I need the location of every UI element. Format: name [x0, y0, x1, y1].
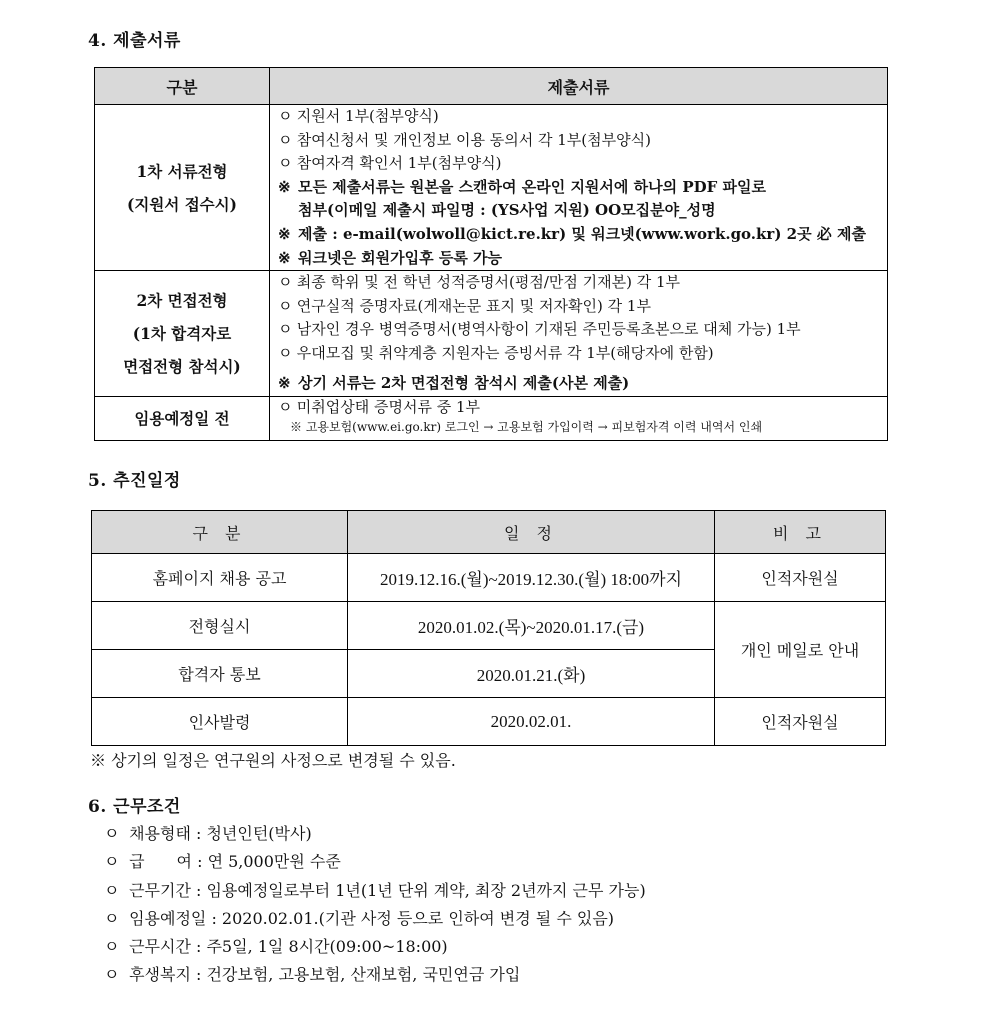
list-item [104, 877, 646, 905]
item-text: 최종 학위 및 전 학년 성적증명서(평점/만점 기재본) 각 1부 [296, 273, 681, 292]
schedule-date: 2020.01.02.(목)~2020.01.17.(금) [348, 602, 715, 650]
bullet-icon: ㅇ [278, 320, 293, 339]
table-row [95, 271, 888, 397]
list-item [278, 318, 883, 342]
table-row [95, 105, 888, 271]
subnote-text: ※ 고용보험(www.ei.go.kr) 로그인 → 고용보험 가입이력 → 피보험자격 이력 내역서 인쇄 [290, 420, 763, 435]
condition-text: 후생복지 : 건강보험, 고용보험, 산재보험, 국민연금 가입 [129, 965, 521, 985]
list-item [278, 295, 883, 319]
list-item [104, 961, 646, 989]
table-row [92, 554, 886, 602]
schedule-category: 인사발령 [92, 698, 348, 746]
category-cell [95, 105, 270, 271]
note-text: 상기 서류는 2차 면접전형 참석시 제출(사본 제출) [298, 373, 630, 392]
bullet-icon: ㅇ [104, 908, 120, 928]
header-schedule: 일 정 [348, 511, 715, 554]
list-item [278, 152, 883, 176]
bullet-icon: ㅇ [278, 130, 293, 149]
bullet-icon: ㅇ [278, 107, 293, 125]
table-row [92, 602, 886, 650]
item-text: 우대모집 및 취약계층 지원자는 증빙서류 각 1부(해당자에 한함) [296, 343, 714, 362]
header-remark: 비 고 [715, 511, 886, 554]
list-item [104, 905, 646, 933]
note-line [278, 176, 883, 200]
note-text: 제출 : e-mail(wolwoll@kict.re.kr) 및 워크넷(www.work.go.kr) 2곳 必 제출 [298, 224, 866, 243]
documents-cell [270, 397, 888, 441]
bullet-icon: ㅇ [278, 154, 293, 173]
note-mark-icon: ※ [278, 248, 291, 267]
list-item [104, 848, 646, 876]
list-item [278, 397, 883, 418]
schedule-remark: 인적자원실 [715, 698, 886, 746]
condition-text: 임용예정일 : 2020.02.01.(기관 사정 등으로 인하여 변경 될 수 있음) [129, 908, 615, 928]
work-conditions-list [104, 820, 646, 990]
bullet-icon: ㅇ [104, 852, 120, 872]
category-line: (지원서 접수시) [127, 194, 237, 214]
category-line: 면접전형 참석시) [123, 357, 241, 377]
schedule-footnote: ※ 상기의 일정은 연구원의 사정으로 변경될 수 있음. [90, 751, 456, 770]
item-text: 연구실적 증명자료(게재논문 표지 및 저자확인) 각 1부 [296, 296, 651, 315]
list-item [278, 129, 883, 153]
list-item [278, 271, 883, 295]
bullet-icon: ㅇ [278, 273, 293, 292]
schedule-remark: 개인 메일로 안내 [715, 602, 886, 698]
schedule-category: 홈페이지 채용 공고 [92, 554, 348, 602]
documents-cell [270, 271, 888, 397]
category-cell [95, 271, 270, 397]
note-line [278, 247, 883, 271]
header-category: 구 분 [92, 511, 348, 554]
list-item [104, 820, 646, 848]
item-text: 지원서 1부(첨부양식) [296, 107, 439, 125]
table-header-row [92, 511, 886, 554]
item-text: 남자인 경우 병역증명서(병역사항이 기재된 주민등록초본으로 대체 가능) 1부 [296, 320, 801, 339]
note-text: 워크넷은 회원가입후 등록 가능 [298, 248, 503, 267]
note-line [278, 372, 883, 396]
schedule-category: 전형실시 [92, 602, 348, 650]
note-text: 모든 제출서류는 원본을 스캔하여 온라인 지원서에 하나의 PDF 파일로 [298, 177, 766, 196]
header-documents: 제출서류 [270, 68, 888, 105]
condition-text: 근무기간 : 임용예정일로부터 1년(1년 단위 계약, 최장 2년까지 근무 가능) [129, 880, 646, 900]
note-text: 첨부(이메일 제출시 파일명 : (YS사업 지원) OO모집분야_성명 [298, 201, 716, 220]
schedule-table [91, 510, 886, 746]
condition-text: 근무시간 : 주5일, 1일 8시간(09:00~18:00) [129, 937, 448, 957]
category-line: (1차 합격자로 [132, 324, 232, 344]
table-header-row [95, 68, 888, 105]
table-row [95, 397, 888, 441]
submission-documents-table [94, 67, 888, 441]
list-item [278, 105, 883, 129]
schedule-date: 2020.02.01. [348, 698, 715, 746]
category-cell [95, 397, 270, 441]
item-text: 참여신청서 및 개인정보 이용 동의서 각 1부(첨부양식) [296, 130, 651, 149]
note-mark-icon: ※ [278, 224, 291, 243]
note-mark-icon: ※ [278, 373, 291, 392]
schedule-date: 2020.01.21.(화) [348, 650, 715, 698]
schedule-category: 합격자 통보 [92, 650, 348, 698]
note-line [278, 199, 883, 223]
condition-text: 채용형태 : 청년인턴(박사) [129, 824, 312, 843]
section5-heading: 5. 추진일정 [88, 471, 181, 491]
category-line: 임용예정일 전 [134, 409, 230, 429]
section6-heading: 6. 근무조건 [88, 797, 181, 817]
bullet-icon: ㅇ [278, 296, 293, 315]
bullet-icon: ㅇ [104, 880, 120, 900]
list-item [104, 933, 646, 961]
schedule-remark: 인적자원실 [715, 554, 886, 602]
bullet-icon: ㅇ [104, 937, 120, 957]
note-mark-icon: ※ [278, 177, 291, 196]
schedule-date: 2019.12.16.(월)~2019.12.30.(월) 18:00까지 [348, 554, 715, 602]
header-category: 구분 [95, 68, 270, 105]
list-item [278, 342, 883, 366]
category-line: 2차 면접전형 [136, 291, 228, 311]
bullet-icon: ㅇ [278, 343, 293, 362]
note-line [278, 223, 883, 247]
item-text: 참여자격 확인서 1부(첨부양식) [296, 154, 502, 173]
condition-text: 급 여 : 연 5,000만원 수준 [129, 852, 341, 872]
bullet-icon: ㅇ [104, 824, 120, 843]
table-row [92, 698, 886, 746]
item-text: 미취업상태 증명서류 중 1부 [296, 398, 481, 417]
category-line: 1차 서류전형 [136, 161, 228, 181]
bullet-icon: ㅇ [104, 965, 120, 985]
bullet-icon: ㅇ [278, 398, 293, 417]
section4-heading: 4. 제출서류 [88, 31, 181, 51]
documents-cell [270, 105, 888, 271]
